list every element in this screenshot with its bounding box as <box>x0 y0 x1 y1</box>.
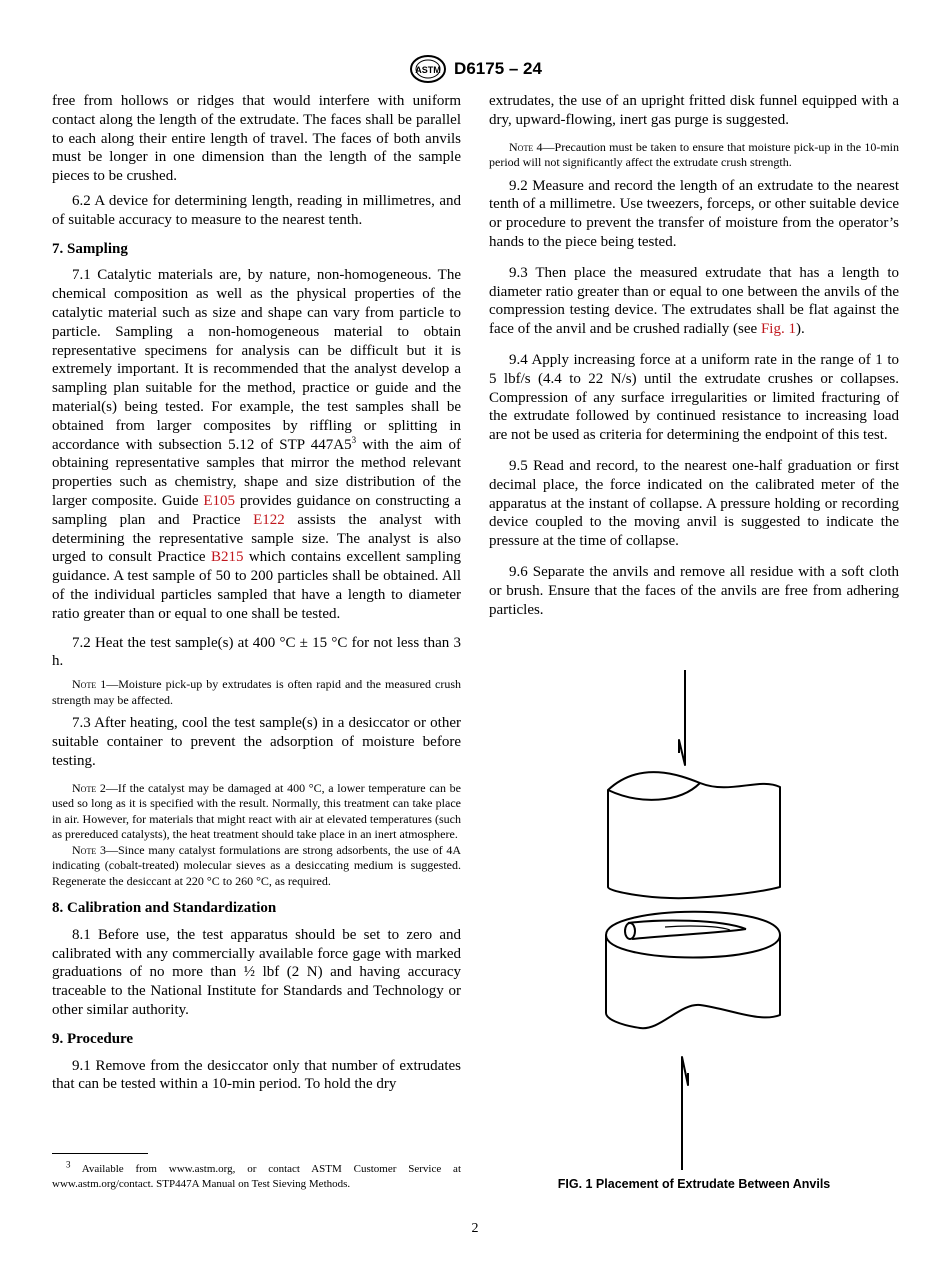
astm-logo-icon <box>408 54 448 84</box>
note-3: Note 3—Since many catalyst formulations are strong adsorbents, the use of 4A indicating (cobalt-treated) molecular sieves as a desiccating medium is suggested. Regenerate the desiccant at 220 °C to 260 °C, as required. <box>52 842 461 888</box>
paragraph-7-3: 7.3 After heating, cool the test sample(s) in a desiccator or other suitable container to prevent the adsorption of moisture before testing. <box>52 715 461 769</box>
document-designation: D6175 – 24 <box>454 59 542 78</box>
top-force-arrow-icon <box>679 670 685 765</box>
link-e105[interactable]: E105 <box>203 492 236 509</box>
footnote-ref-3[interactable]: 3 <box>351 434 357 445</box>
link-b215[interactable]: B215 <box>210 549 244 566</box>
figure-1-extrudate-anvils <box>580 665 795 1175</box>
footnote-3: $^3$ Available from www.astm.org, or contact ASTM Customer Service at www.astm.org/contact. STP447A Manual on Test Sieving Methods. <box>52 1159 461 1190</box>
note-4: Note 4—Precaution must be taken to ensure that moisture pick-up in the 10-min period will not significantly affect the extrudate crush strength. <box>489 139 899 170</box>
link-e122[interactable]: E122 <box>253 511 285 528</box>
logo-text: ASTM <box>415 65 441 75</box>
paragraph-9-5: 9.5 Read and record, to the nearest one-half graduation or first decimal place, the force indicated on the calibrated meter of the apparatus at the instant of collapse. A pressure holding or recording device coupled to the moving anvil is suggested to indicate the pressure at the time of collapse. <box>489 457 899 550</box>
right-column <box>489 92 899 625</box>
figure-caption: FIG. 1 Placement of Extrudate Between Anvils <box>557 1177 831 1191</box>
section-heading-sampling: 7. Sampling <box>52 240 128 257</box>
paragraph-7-2: 7.2 Heat the test sample(s) at 400 °C ± 15 °C for not less than 3 h. <box>52 634 461 670</box>
paragraph-9-2: 9.2 Measure and record the length of an extrudate to the nearest tenth of a millimetre. Use tweezers, forceps, or other suitable device or procedure to prevent the transfer of moisture from the operator’s hands to the piece being tested. <box>489 177 899 250</box>
paragraph-9-3: 9.3 Then place the measured extrudate that has a length to diameter ratio greater than or equal to one between the anvils of the compression testing device. The extrudates shall be flat against the face of the anvil and be crushed radially (see Fig. 1). <box>489 264 899 338</box>
page-number: 2 <box>471 1221 479 1236</box>
paragraph-9-1: 9.1 Remove from the desiccator only that number of extrudates that can be tested within a 10-min period. To hold the dry <box>52 1057 461 1093</box>
section-heading-calibration: 8. Calibration and Standardization <box>52 900 277 916</box>
bottom-force-arrow-icon <box>682 1057 688 1170</box>
paragraph-7-1: 7.1 Catalytic materials are, by nature, non-homogeneous. The chemical composition as well as the physical properties of the catalytic material such as size and shape can vary from particle to particle. Sampling a non-homogeneous material to obtain representative specimens for analysis can be difficult but it is extremely important. It is recommended that the analyst develop a sampling plan suitable for the method, practice or guide and the material(s) being tested. For example, the test samples shall be obtained from larger composites by riffling or splitting in accordance with subsection 5.12 of STP $447A5^3$ with the aim of obtaining representative samples that mirror the method relevant properties such as chemistry, shape and size distribution of the larger composite. Guide E105 provides guidance on constructing a sampling plan and Practice E122 assists the analyst with determining the representative sample size. The analyst is also urged to consult Practice B215 which contains excellent sampling guidance. A test sample of 50 to 200 particles shall be obtained. All of the individual particles sampled that have a length to diameter ratio greater than or equal to one shall be tested. <box>52 267 462 622</box>
section-heading-procedure: 9. Procedure <box>52 1030 134 1047</box>
left-column <box>52 92 461 1100</box>
extrudate-icon <box>628 921 746 929</box>
note-1: Note 1—Moisture pick-up by extrudates is often rapid and the measured crush strength may be affected. <box>52 677 461 707</box>
paragraph-8-1: 8.1 Before use, the test apparatus should be set to zero and calibrated with any commercially available force gage with marked graduations of no more than ½ lbf (2 N) and having accuracy traceable to the National Institute for Standards and Technology or other similar authority. <box>52 926 461 1018</box>
paragraph-9-6: 9.6 Separate the anvils and remove all residue with a soft cloth or brush. Ensure that the faces of the anvils are free from adhering particles. <box>489 563 899 618</box>
paragraph-9-4: 9.4 Apply increasing force at a uniform rate in the range of 1 to 5 lbf/s (4.4 to 22 N/s) until the extrudate crushes or collapses. Compression of any surface irregularities or limited fracturing of the extrudate followed by continued resistance to increasing load are not be used as criteria for determining the endpoint of this test. <box>489 351 899 444</box>
note-2: Note 2—If the catalyst may be damaged at 400 °C, a lower temperature can be used so long as it is specified with the result. Normally, this treatment can take place in air. However, for materials that might react with air at elevated temperatures (such as prereduced catalysts), the heat treatment should take place in an inert atmosphere. <box>52 780 461 841</box>
link-fig-1[interactable]: Fig. 1 <box>760 321 796 338</box>
footnote-divider <box>52 1153 148 1154</box>
upper-anvil-icon <box>608 772 780 898</box>
paragraph-6-1-continued: free from hollows or ridges that would interfere with uniform contact along the length of the extrudate. The faces shall be parallel to each along their entire length of travel. The faces of both anvils must be longer in one dimension than the length of the sample pieces to be crushed. <box>52 93 461 185</box>
lower-anvil-icon <box>606 912 780 1028</box>
paragraph-9-1-continued: extrudates, the use of an upright fritted disk funnel equipped with a dry, upward-flowing, inert gas purge is suggested. <box>489 93 899 128</box>
page-header <box>0 54 950 84</box>
paragraph-6-2: 6.2 A device for determining length, reading in millimetres, and of suitable accuracy to measure to the nearest tenth. <box>52 192 461 228</box>
